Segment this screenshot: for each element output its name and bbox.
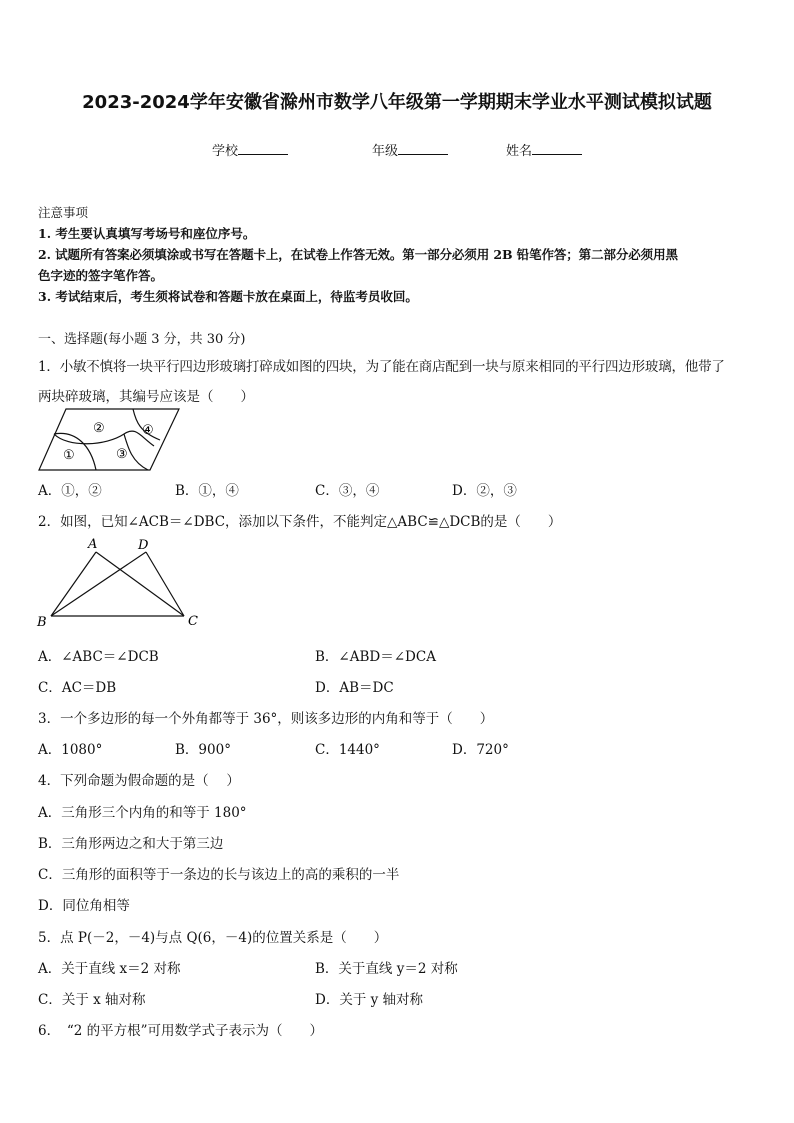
q6-stem: 6． “2 的平方根”可用数学式子表示为（ ） <box>38 1023 324 1039</box>
notice-item-1: 1. 考生要认真填写考场号和座位序号。 <box>38 226 256 241</box>
vertex-label-d: D <box>138 538 149 553</box>
q1-option-d: D．②，③ <box>452 483 517 499</box>
q1-option-b: B．①，④ <box>175 483 239 499</box>
piece-label-1: ① <box>63 448 75 463</box>
q1-option-a: A．①，② <box>38 483 102 499</box>
q1-parallelogram-figure <box>36 406 184 474</box>
notice-item-2: 2. 试题所有答案必须填涂或书写在答题卡上，在试卷上作答无效。第一部分必须用 2B 铅笔作答；第二部分必须用黑 <box>38 247 678 262</box>
school-field <box>212 140 288 159</box>
section-heading: 一、选择题(每小题 3 分，共 30 分) <box>38 332 246 347</box>
q4-option-a: A．三角形三个内角的和等于 180° <box>38 805 247 821</box>
notice-item-2-cont: 色字迹的签字笔作答。 <box>38 268 164 283</box>
notice-item-3: 3. 考试结束后，考生须将试卷和答题卡放在桌面上，待监考员收回。 <box>38 289 418 304</box>
q5-option-c: C．关于 x 轴对称 <box>38 992 146 1008</box>
q3-option-d: D．720° <box>452 742 509 758</box>
segment-dc <box>146 552 184 616</box>
q1-stem-line1: 1．小敏不慎将一块平行四边形玻璃打碎成如图的四块，为了能在商店配到一块与原来相同的平行四边形玻璃，他带了 <box>38 359 725 375</box>
notice-heading: 注意事项 <box>38 205 89 220</box>
q1-option-c: C．③，④ <box>315 483 380 499</box>
q3-stem: 3．一个多边形的每一个外角都等于 36°，则该多边形的内角和等于（ ） <box>38 711 494 727</box>
q5-option-d: D．关于 y 轴对称 <box>315 992 424 1008</box>
q4-option-d: D．同位角相等 <box>38 898 130 914</box>
name-blank <box>532 142 582 155</box>
q4-option-b: B．三角形两边之和大于第三边 <box>38 836 224 852</box>
q2-option-c: C．AC＝DB <box>38 680 117 696</box>
q4-stem: 4．下列命题为假命题的是（ ） <box>38 773 240 789</box>
vertex-label-b: B <box>37 615 47 630</box>
page-title: 2023-2024学年安徽省滁州市数学八年级第一学期期末学业水平测试模拟试题 <box>82 92 712 113</box>
school-blank <box>238 142 288 155</box>
q1-stem-line2: 两块碎玻璃，其编号应该是（ ） <box>38 389 254 405</box>
segment-bd <box>51 552 146 616</box>
q2-option-a: A．∠ABC＝∠DCB <box>38 649 159 665</box>
grade-label: 年级 <box>372 144 399 159</box>
piece-label-4: ④ <box>142 423 154 438</box>
q2-triangle-figure <box>34 536 204 632</box>
vertex-label-c: C <box>188 614 198 629</box>
q3-option-c: C．1440° <box>315 742 380 758</box>
q5-option-b: B．关于直线 y＝2 对称 <box>315 961 458 977</box>
q5-stem: 5．点 P(－2，－4)与点 Q(6，－4)的位置关系是（ ） <box>38 930 388 946</box>
grade-blank <box>398 142 448 155</box>
name-label: 姓名 <box>506 144 533 159</box>
school-label: 学校 <box>212 144 239 159</box>
q3-option-b: B．900° <box>175 742 231 758</box>
grade-field <box>372 140 448 159</box>
q3-option-a: A．1080° <box>38 742 103 758</box>
piece-label-3: ③ <box>116 447 128 462</box>
q2-option-d: D．AB＝DC <box>315 680 394 696</box>
segment-ab <box>51 552 96 616</box>
name-field <box>506 140 582 159</box>
vertex-label-a: A <box>88 537 98 552</box>
q5-option-a: A．关于直线 x＝2 对称 <box>38 961 181 977</box>
piece-label-2: ② <box>93 421 105 436</box>
q2-stem: 2．如图，已知∠ACB＝∠DBC，添加以下条件，不能判定△ABC≌△DCB的是（ ） <box>38 514 562 530</box>
q4-option-c: C．三角形的面积等于一条边的长与该边上的高的乘积的一半 <box>38 867 400 883</box>
q2-option-b: B．∠ABD＝∠DCA <box>315 649 436 665</box>
segment-ac <box>96 552 184 616</box>
